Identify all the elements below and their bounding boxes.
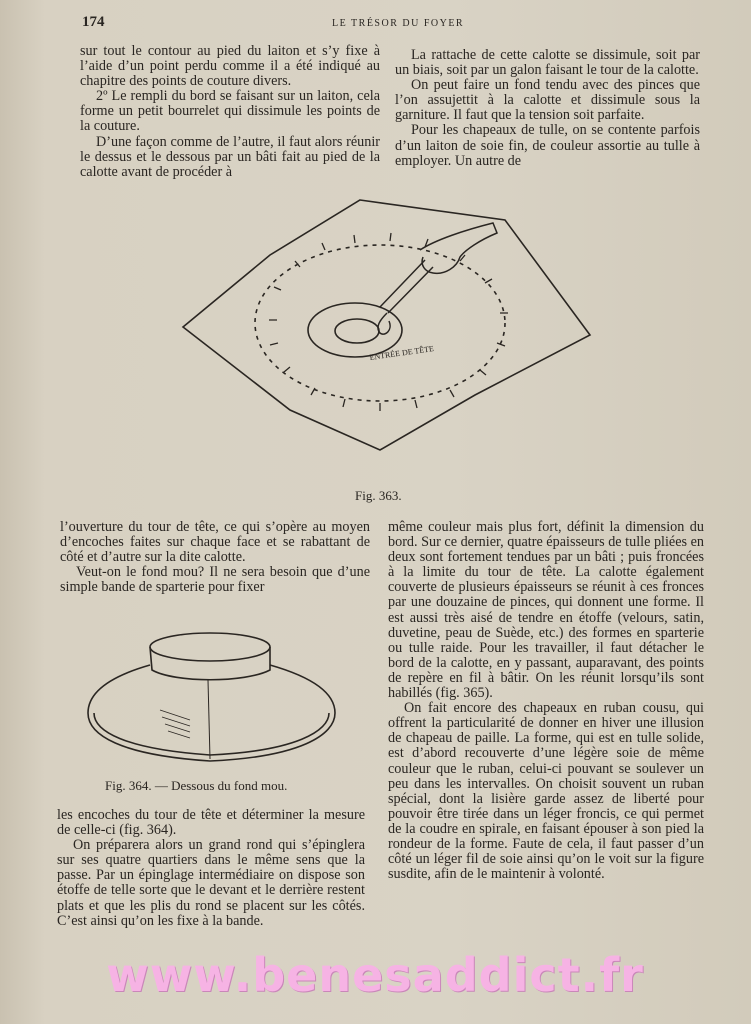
text-column-top-left xyxy=(80,44,380,180)
page-header xyxy=(82,14,712,34)
page-number: 174 xyxy=(82,14,105,30)
figure-363-caption: Fig. 363. xyxy=(355,488,402,503)
scissors xyxy=(378,260,433,334)
paragraph: La rattache de cette calotte se dissimule, soit par un biais, soit par un galon faisant le tour de la calotte. xyxy=(395,47,700,79)
paragraph: sur tout le contour au pied du laiton et s’y fixe à l’aide d’un point perdu comme il a été indiqué au chapitre des points de couture divers. xyxy=(80,43,380,90)
figure-364-illustration xyxy=(80,625,345,770)
text-column-bottom-left xyxy=(57,808,365,929)
text-column-top-right xyxy=(395,48,700,169)
inner-crown-circle xyxy=(308,303,402,357)
head-band-top xyxy=(150,633,270,661)
paragraph: 2º Le rempli du bord se faisant sur un laiton, cela forme un petit bourrelet qui dissimule les points de la couture. xyxy=(80,88,380,135)
paragraph: Pour les chapeaux de tulle, on se contente parfois d’un laiton de soie fin, de couleur assortie au tulle à employer. Un autre de xyxy=(395,122,700,169)
figure-364-caption: Fig. 364. — Dessous du fond mou. xyxy=(105,778,288,793)
watermark-link[interactable]: www.benesaddict.fr xyxy=(106,948,644,1002)
hand-outline xyxy=(420,223,497,273)
figure-363-illustration xyxy=(175,195,595,460)
paragraph: l’ouverture du tour de tête, ce qui s’opère au moyen d’encoches faites sur chaque face et se rabattant de côté et d’autre sur la dite calotte. xyxy=(60,519,370,566)
running-title: LE TRÉSOR DU FOYER xyxy=(332,18,465,29)
notch-marks xyxy=(269,233,508,411)
figure-inner-label: ENTRÉE DE TÊTE xyxy=(369,344,435,362)
paragraph: D’une façon comme de l’autre, il faut alors réunir le dessus et le dessous par un bâti fait au pied de la calotte avant de procéder à xyxy=(80,133,380,180)
shading xyxy=(160,710,190,738)
paragraph: Veut-on le fond mou? Il ne sera besoin que d’une simple bande de sparterie pour fixer xyxy=(60,564,370,596)
paragraph: On peut faire un fond tendu avec des pinces que l’on assujettit à la calotte et dissimule sous la garniture. Il faut que la tension soit parfaite. xyxy=(395,77,700,124)
text-column-right-lower xyxy=(388,520,704,882)
text-column-mid-left xyxy=(60,520,370,595)
paragraph: On fait encore des chapeaux en ruban cousu, qui offrent la particularité de donner en hiver une illusion de chapeau de paille. La forme, qui est en tulle solide, est d’abord recouverte d’une légère soie de même couleur que le ruban, celui-ci pouvant se soulever un peu dans les intervalles. On choisit souvent un ruban spécial, dont la lisière garde assez de liberté pour pouvoir être tirée dans un léger froncis, ce qui permet de la coudre en spirale, en faisant épouser à son pied la rondeur de la forme. Faute de cela, il faut passer d’un côté un léger fil de soie ainsi qu’on le voit sur la figure susdite, afin de le maintenir à volonté. xyxy=(388,700,704,883)
fabric-square-outline xyxy=(183,200,590,450)
paragraph: On préparera alors un grand rond qui s’épinglera sur ses quatre quartiers dans le même sens que la passe. Par un épinglage intermédiaire on dispose son étoffe de telle sorte que le devant et le derrière restent plats et que les plis du rond se placent sur les côtés. C’est ainsi qu’on les fixe à la bande. xyxy=(57,837,365,929)
head-band-side xyxy=(150,647,270,680)
inner-spiral-circle xyxy=(335,319,379,343)
paragraph: même couleur mais plus fort, définit la dimension du bord. Sur ce dernier, quatre épaisseurs de tulle pliées en deux sont fortement tendues par un bâti ; puis froncées à la limite du tour de tête. La calotte également couverte de plusieurs épaisseurs se réunit à ces fronces par une douzaine de pinces, qui donnent une forme. Il est aussi très aisé de tendre en étoffe (velours, satin, duvetine, peau de Suède, etc.) des formes en sparterie ou tulle raide. Pour les travailler, il faut détacher le bord de la calotte, en y passant, auparavant, des points de repère en fil à bâtir. On les réunit lorsqu’ils sont habillés (fig. 365). xyxy=(388,519,704,702)
brim-seam xyxy=(208,680,210,759)
paragraph: les encoches du tour de tête et déterminer la mesure de celle-ci (fig. 364). xyxy=(57,807,365,839)
